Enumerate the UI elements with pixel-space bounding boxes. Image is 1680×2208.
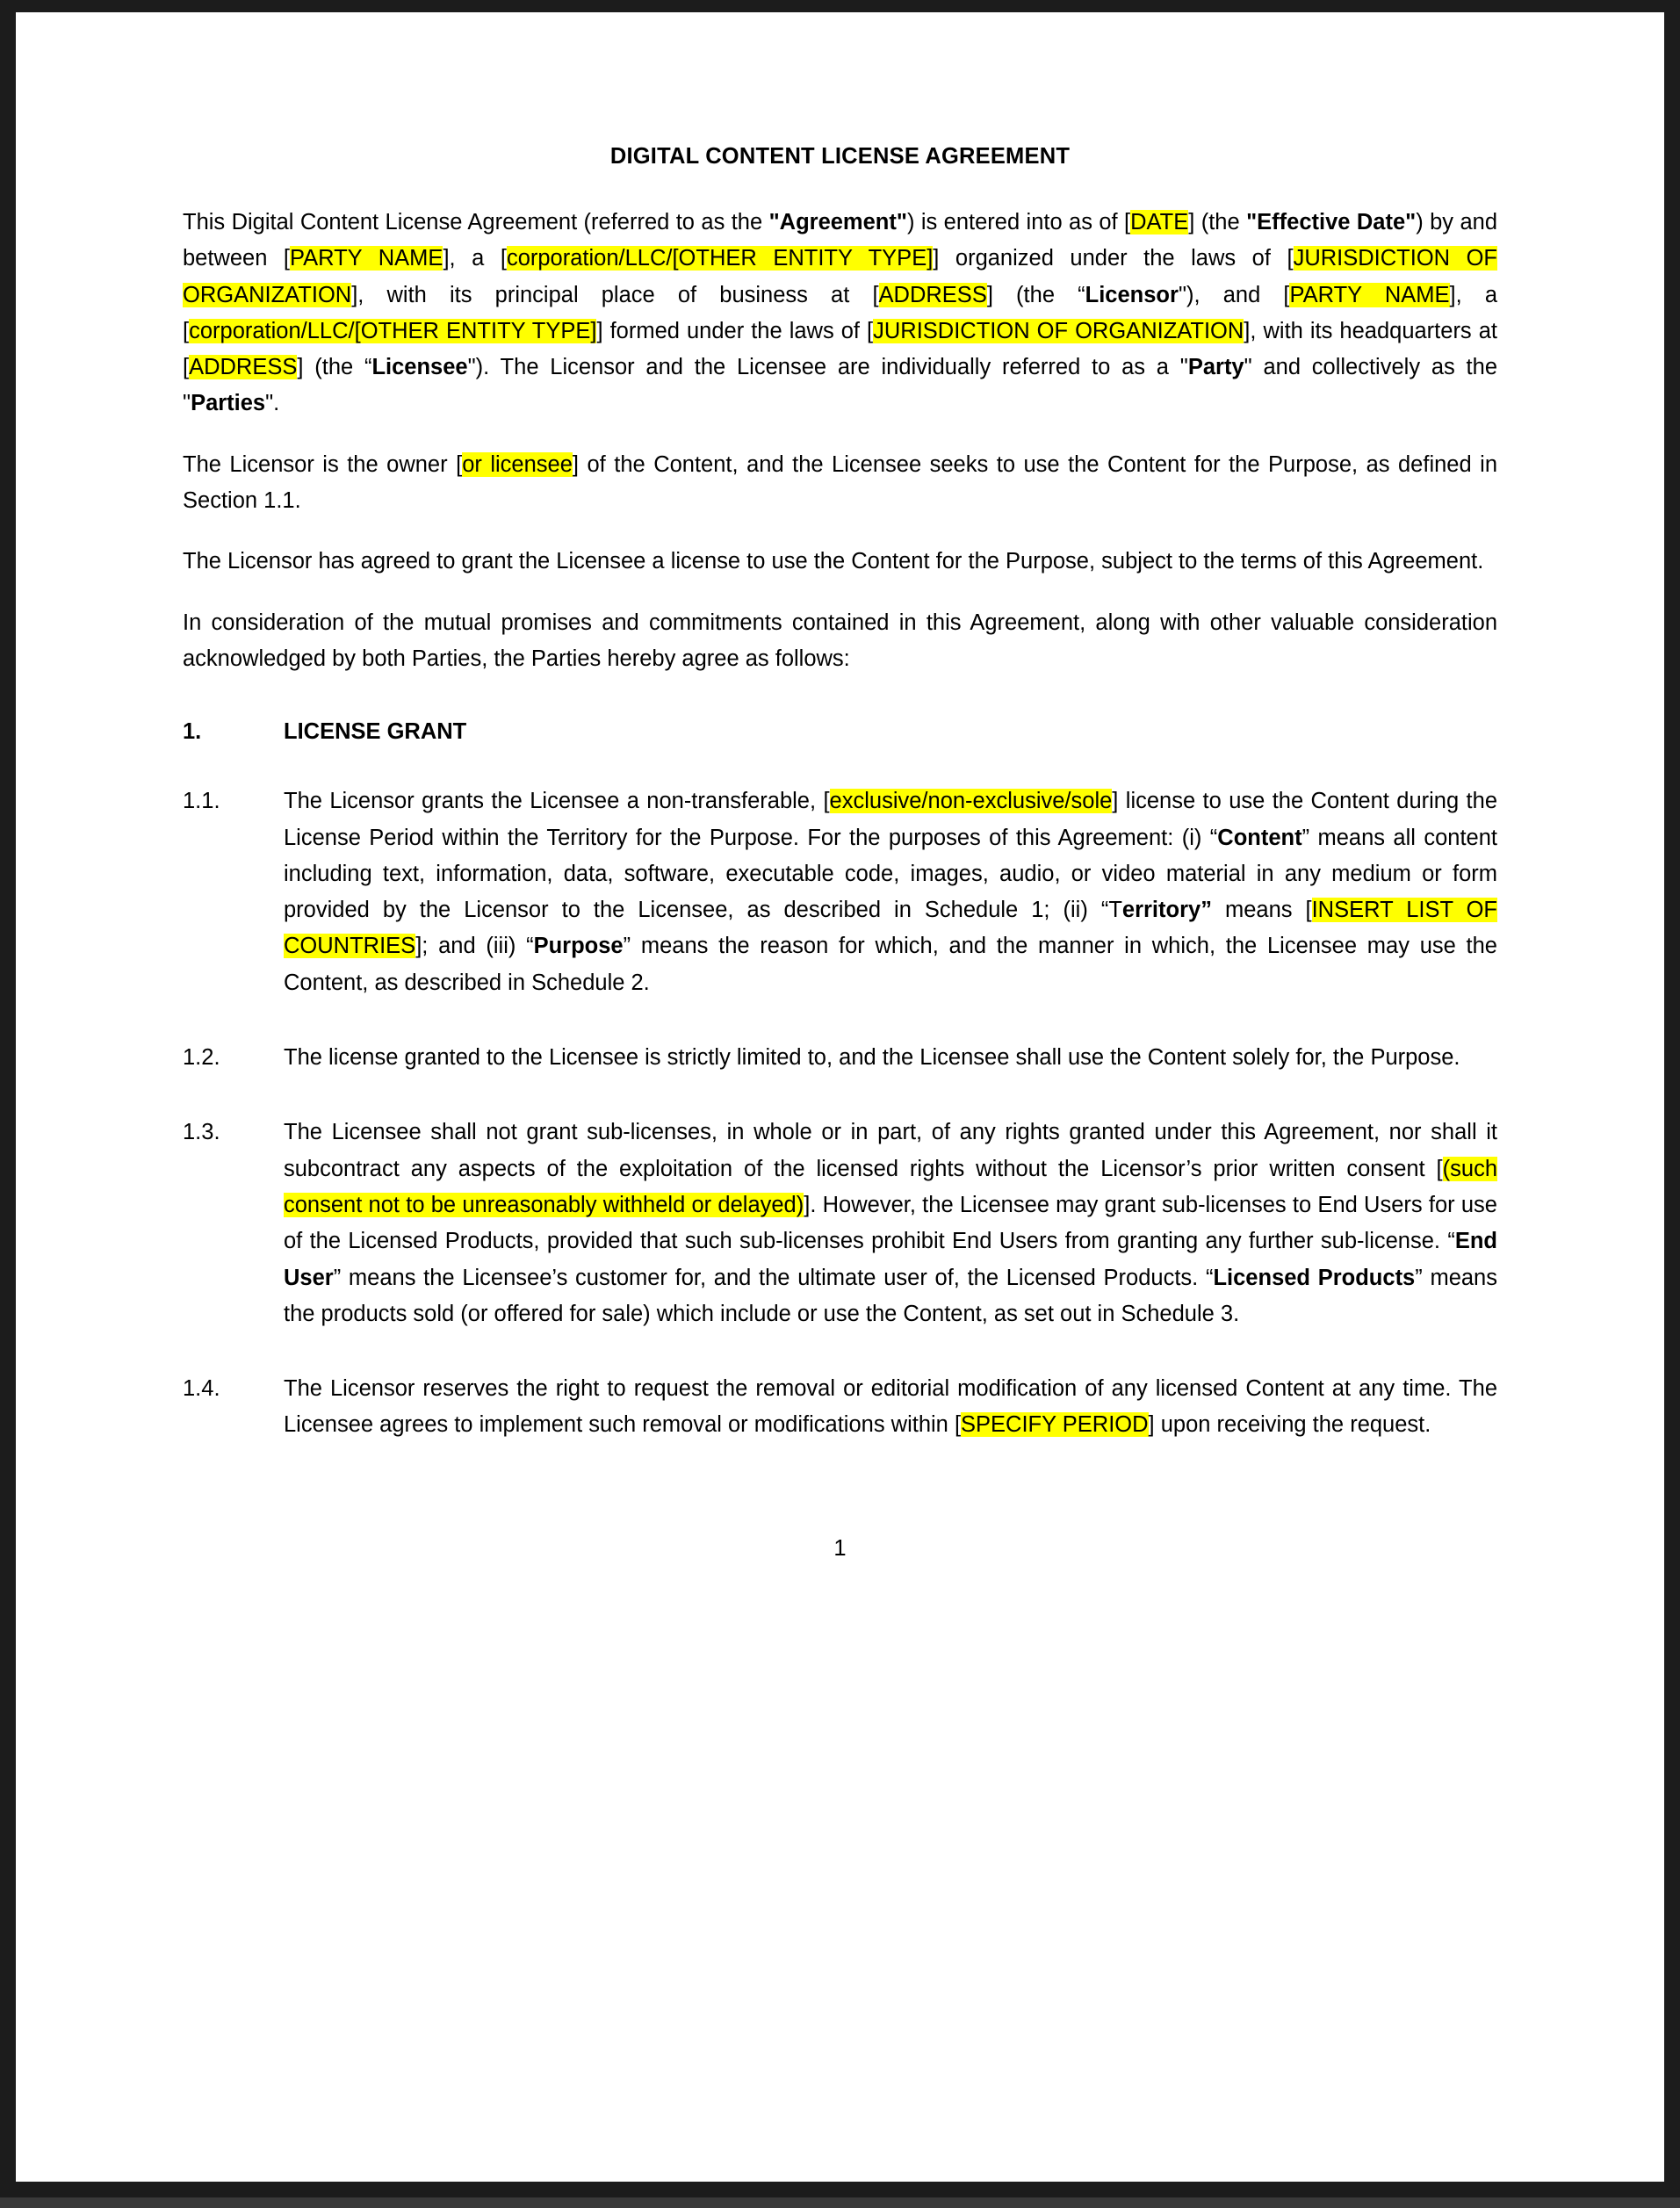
intro-paragraph-2: The Licensor is the owner [or licensee] of the Content, and the Licensee seeks to use the Content for the Purpose, as defined in Section 1.1.	[183, 451, 1497, 514]
page-title: DIGITAL CONTENT LICENSE AGREEMENT	[609, 144, 1071, 169]
clause-number: 1.2.	[183, 1045, 220, 1071]
clause-number: 1.1.	[183, 789, 220, 814]
clause-number: 1.4.	[183, 1376, 220, 1402]
page-number: 1	[833, 1535, 847, 1561]
intro-paragraph-1: This Digital Content License Agreement (referred to as the "Agreement") is entered into as of [DATE] (the "Effective Date") by and between [PARTY NAME], a [corporation/LLC/[OTHER ENTITY TYPE]] organized under the laws of [JURISDICTION OF ORGANIZATION], with its principal place of business at [ADDRESS] (the “Licensor"), and [PARTY NAME], a [corporation/LLC/[OTHER ENTITY TYPE]] formed under the laws of [JURISDICTION OF ORGANIZATION], with its headquarters at [ADDRESS] (the “Licensee"). The Licensor and the Licensee are individually referred to as a "Party" and collectively as the "Parties".	[183, 210, 1498, 416]
section-number: 1.	[183, 719, 202, 745]
section-heading	[183, 719, 1497, 745]
clause-1-2	[183, 1040, 1497, 1076]
clause-1-3	[183, 1115, 1497, 1332]
clause-text: The Licensee shall not grant sub-licenses, in whole or in part, of any rights granted under this Agreement, nor shall it subcontract any aspects of the exploitation of the licensed rights without the Licensor’s prior written consent [(such consent not to be unreasonably withheld or delayed)]. However, the Licensee may grant sub-licenses to End Users for use of the Licensed Products, provided that such sub-licenses prohibit End Users from granting any further sub-license. “End User” means the Licensee’s customer for, and the ultimate user of, the Licensed Products. “Licensed Products” means the products sold (or offered for sale) which include or use the Content, as set out in Schedule 3.	[284, 1120, 1497, 1326]
clause-text: The Licensor grants the Licensee a non-transferable, [exclusive/non-exclusive/sole] license to use the Content during the License Period within the Territory for the Purpose. For the purposes of this Agreement: (i) “Content” means all content including text, information, data, software, executable code, images, audio, or video material in any medium or form provided by the Licensor to the Licensee, as described in Schedule 1; (ii) “Territory” means [INSERT LIST OF COUNTRIES]; and (iii) “Purpose” means the reason for which, and the manner in which, the Licensee may use the Content, as described in Schedule 2.	[284, 789, 1497, 995]
clause-1-4	[183, 1371, 1497, 1444]
clause-number: 1.3.	[183, 1120, 220, 1145]
clause-1-1	[183, 783, 1497, 1001]
clause-text: The license granted to the Licensee is strictly limited to, and the Licensee shall use the Content solely for, the Purpose.	[284, 1045, 1460, 1071]
intro-paragraph-4: In consideration of the mutual promises and commitments contained in this Agreement, along with other valuable consideration acknowledged by both Parties, the Parties hereby agree as follows:	[183, 610, 1497, 671]
section-title: LICENSE GRANT	[284, 719, 467, 745]
document-page	[16, 12, 1664, 2182]
clause-text: The Licensor reserves the right to request the removal or editorial modification of any licensed Content at any time. The Licensee agrees to implement such removal or modifications within [SPECIFY PERIOD] upon receiving the request.	[284, 1376, 1497, 1438]
intro-paragraph-3: The Licensor has agreed to grant the Licensee a license to use the Content for the Purpose, subject to the terms of this Agreement.	[183, 549, 1484, 574]
